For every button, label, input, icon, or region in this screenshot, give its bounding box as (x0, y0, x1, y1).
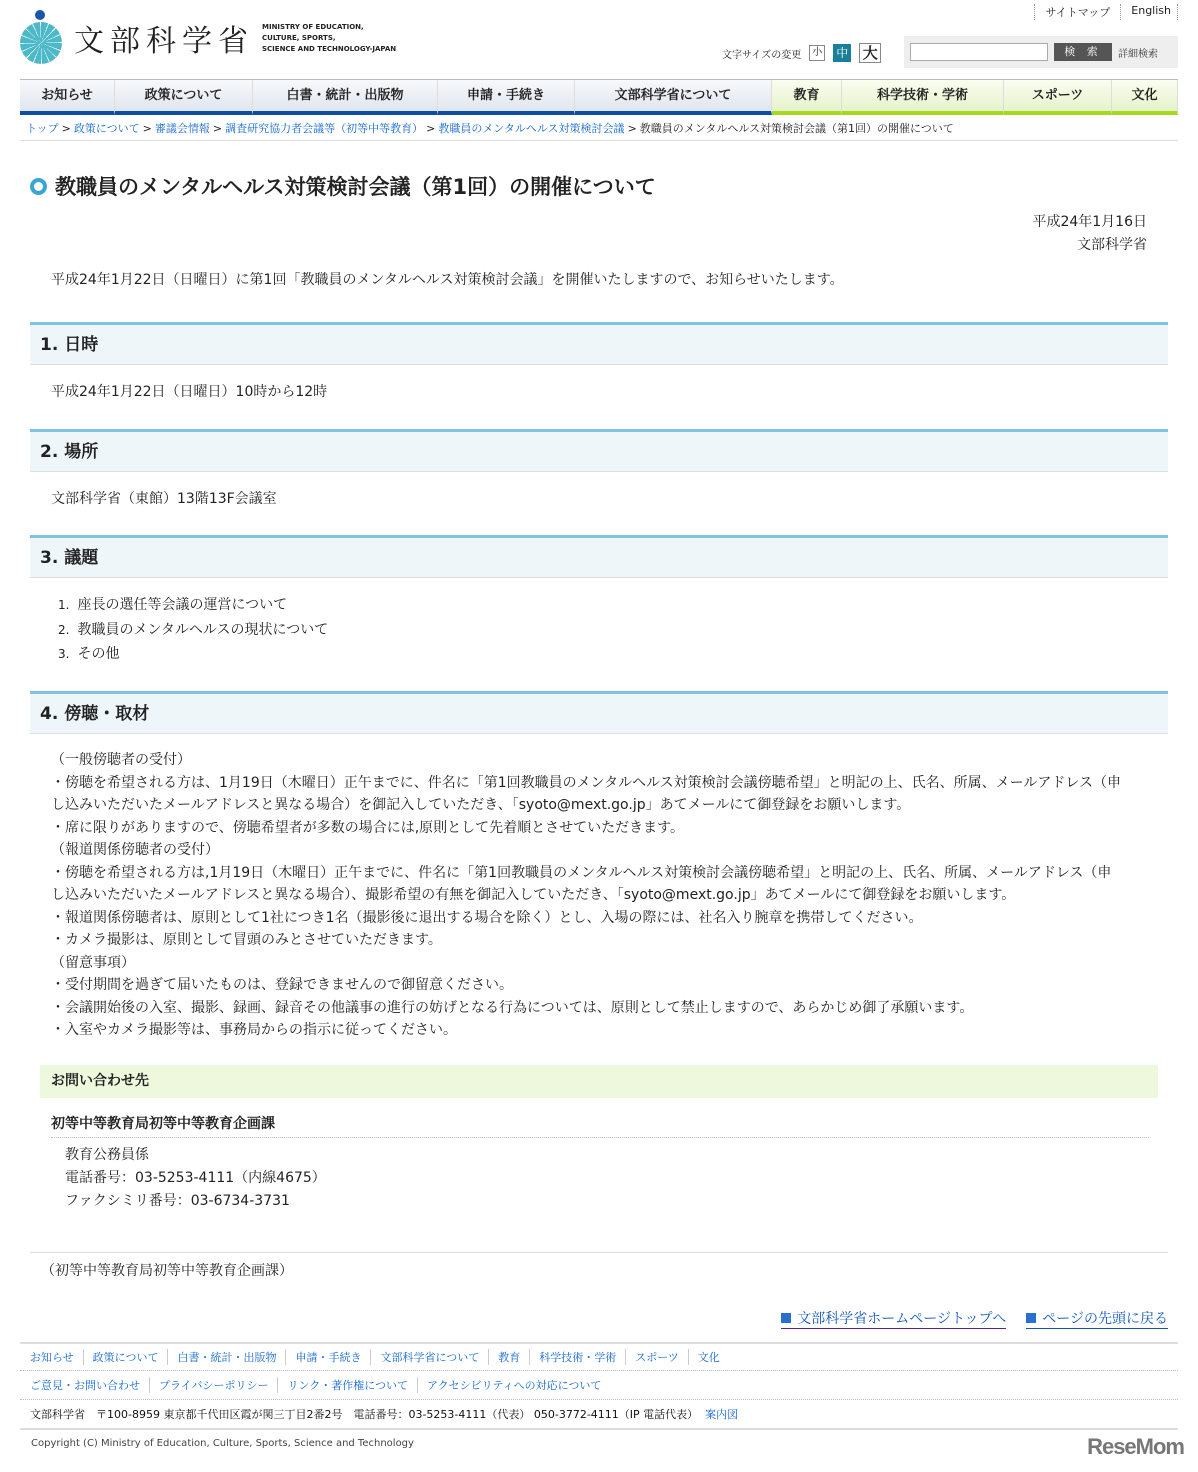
section-heading-attendance: 4. 傍聴・取材 (30, 691, 1168, 734)
breadcrumb-research[interactable]: 調査研究協力者会議等（初等中等教育） (225, 122, 424, 135)
nav-about[interactable]: 文部科学省について (575, 80, 772, 115)
footer-department: （初等中等教育局初等中等教育企画課） (41, 1263, 293, 1279)
page-links (781, 1308, 1168, 1329)
footer-address (20, 1400, 1178, 1430)
section-heading-datetime: 1. 日時 (30, 322, 1168, 365)
footer-link[interactable]: 科学技術・学術 (539, 1349, 626, 1365)
global-nav (20, 79, 1178, 114)
attendance-text: （一般傍聴者の受付） ・傍聴を希望される方は、1月19日（木曜日）正午までに、件名に「第1回教職員のメンタルヘルス対策検討会議傍聴希望」と明記の上、氏名、所属、メールアドレス（申 し込みいただいたメールアドレスと異なる場合）を御記入していただき、「syoto@mext.go.jp」あてメールにて御登録をお願いします。 ・席に限りがありますので、傍聴希望者が多数の場合には,原則として先着順とさせていただきます。 （報道関係傍聴者の受付） ・傍聴を希望される方は,1月19日（木曜日）正午までに、件名に「第1回教職員のメンタルヘルス対策検討会議傍聴希望」と明記の上、氏名、所属、メールアドレス（申 し込みいただいたメールアドレスと異なる場合）、撮影希望の有無を御記入していただき、「syoto@mext.go.jp」あてメールにて御登録をお願いします。 ・報道関係傍聴者は、原則として1社につき1名（撮影後に退出する場合を除く）とし、入場の際には、社名入り腕章を携帯してください。 ・カメラ撮影は、原則として冒頭のみとさせていただきます。 （留意事項） ・受付期間を過ぎて届いたものは、登録できませんので御留意ください。 ・会議開始後の入室、撮影、録画、録音その他議事の進行の妨げとなる行為については、原則として禁止しますので、あらかじめ御了承願います。 ・入室やカメラ撮影等は、事務局からの指示に従ってください。 (51, 752, 1121, 1038)
search-box (904, 36, 1178, 68)
nav-publications[interactable]: 白書・統計・出版物 (253, 80, 438, 115)
footer-link[interactable]: 政策について (93, 1349, 169, 1365)
font-small-button[interactable]: 小 (809, 45, 825, 61)
footer-link[interactable]: ご意見・お問い合わせ (30, 1377, 150, 1393)
contact-department: 初等中等教育局初等中等教育企画課 (51, 1113, 1149, 1138)
font-size-label: 文字サイズの変更 (722, 49, 802, 61)
section-heading-agenda: 3. 議題 (30, 535, 1168, 578)
agenda-list (58, 593, 328, 667)
footer-link[interactable]: スポーツ (635, 1349, 689, 1365)
footer-links (20, 1371, 1178, 1400)
footer-link[interactable]: 教育 (498, 1349, 530, 1365)
footer-link[interactable]: 文部科学省について (380, 1349, 489, 1365)
footer-link[interactable]: プライバシーポリシー (159, 1377, 278, 1393)
footer-link[interactable]: お知らせ (30, 1349, 84, 1365)
breadcrumb-meeting[interactable]: 教職員のメンタルヘルス対策検討会議 (438, 122, 625, 135)
watermark-logo: ReseMom (1087, 1434, 1184, 1459)
footer-link[interactable]: 文化 (697, 1351, 720, 1364)
header (0, 0, 1198, 78)
page-title: 教職員のメンタルヘルス対策検討会議（第1回）の開催について (30, 171, 656, 201)
list-item: 1. 座長の選任等会議の運営について (58, 597, 288, 613)
footer-link[interactable]: リンク・著作権について (287, 1377, 418, 1393)
breadcrumb-top[interactable]: トップ (26, 122, 59, 135)
english-link[interactable]: English (1120, 4, 1178, 20)
footer-link[interactable]: 白書・統計・出版物 (177, 1349, 286, 1365)
nav-applications[interactable]: 申請・手続き (438, 80, 575, 115)
copyright: Copyright (C) Ministry of Education, Culture, Sports, Science and Technology (31, 1438, 414, 1449)
map-link[interactable]: 案内図 (705, 1408, 739, 1421)
nav-news[interactable]: お知らせ (20, 80, 115, 115)
nav-science[interactable]: 科学技術・学術 (842, 80, 1004, 115)
footer-link[interactable]: アクセシビリティへの対応について (427, 1379, 602, 1392)
nav-policy[interactable]: 政策について (115, 80, 253, 115)
divider (20, 140, 1178, 141)
footer-nav (20, 1342, 1178, 1371)
intro-text: 平成24年1月22日（日曜日）に第1回「教職員のメンタルヘルス対策検討会議」を開催いたしますので、お知らせいたします。 (51, 272, 844, 288)
font-size-switcher (722, 43, 881, 63)
address-text: 文部科学省 〒100-8959 東京都千代田区霞が関三丁目2番2号 電話番号：03-5253-4111（代表） 050-3772-4111（IP 電話代表） (30, 1408, 699, 1421)
breadcrumb-policy[interactable]: 政策について (73, 122, 140, 135)
list-item: 3. その他 (58, 646, 120, 662)
section-heading-venue: 2. 場所 (30, 429, 1168, 472)
contact-details: 教育公務員係 電話番号：03-5253-4111（内線4675） ファクシミリ番号：03-6734-3731 (65, 1147, 326, 1209)
breadcrumb-councils[interactable]: 審議会情報 (154, 122, 210, 135)
font-medium-button[interactable]: 中 (833, 44, 851, 62)
sitemap-link[interactable]: サイトマップ (1034, 4, 1120, 20)
breadcrumb: トップ > 政策について > 審議会情報 > 調査研究協力者会議等（初等中等教育） > 教職員のメンタルヘルス対策検討会議 > 教職員のメンタルヘルス対策検討会議（第1回）の開催について (26, 122, 954, 135)
advanced-search-link[interactable]: 詳細検索 (1118, 48, 1158, 60)
footer-link[interactable]: 申請・手続き (295, 1349, 371, 1365)
logo-emblem-icon (18, 10, 64, 66)
divider (30, 1252, 1168, 1253)
nav-sports[interactable]: スポーツ (1004, 80, 1112, 115)
font-large-button[interactable]: 大 (859, 43, 881, 63)
ministry-logo[interactable] (18, 10, 396, 66)
arrow-icon (781, 1313, 791, 1323)
search-input[interactable] (910, 43, 1048, 61)
list-item: 2. 教職員のメンタルヘルスの現状について (58, 621, 329, 638)
section-body-datetime: 平成24年1月22日（日曜日）10時から12時 (51, 384, 328, 400)
nav-culture[interactable]: 文化 (1112, 80, 1178, 115)
arrow-up-icon (1026, 1313, 1036, 1323)
announcement-date: 平成24年1月16日 文部科学省 (1032, 214, 1147, 253)
logo-text: 文部科学省 (74, 24, 254, 59)
contact-heading: お問い合わせ先 (40, 1065, 1158, 1098)
back-to-top-link[interactable]: ページの先頭に戻る (1026, 1308, 1168, 1329)
home-link[interactable]: 文部科学省ホームページトップへ (781, 1308, 1006, 1329)
logo-english: MINISTRY OF EDUCATION, CULTURE, SPORTS, SCIENCE AND TECHNOLOGY-JAPAN (262, 22, 397, 53)
breadcrumb-current: 教職員のメンタルヘルス対策検討会議（第1回）の開催について (639, 122, 954, 135)
section-body-venue: 文部科学省（東館）13階13F会議室 (51, 491, 277, 507)
search-button[interactable]: 検 索 (1054, 43, 1112, 61)
title-bullet-icon (30, 178, 47, 195)
nav-education[interactable]: 教育 (772, 80, 842, 115)
